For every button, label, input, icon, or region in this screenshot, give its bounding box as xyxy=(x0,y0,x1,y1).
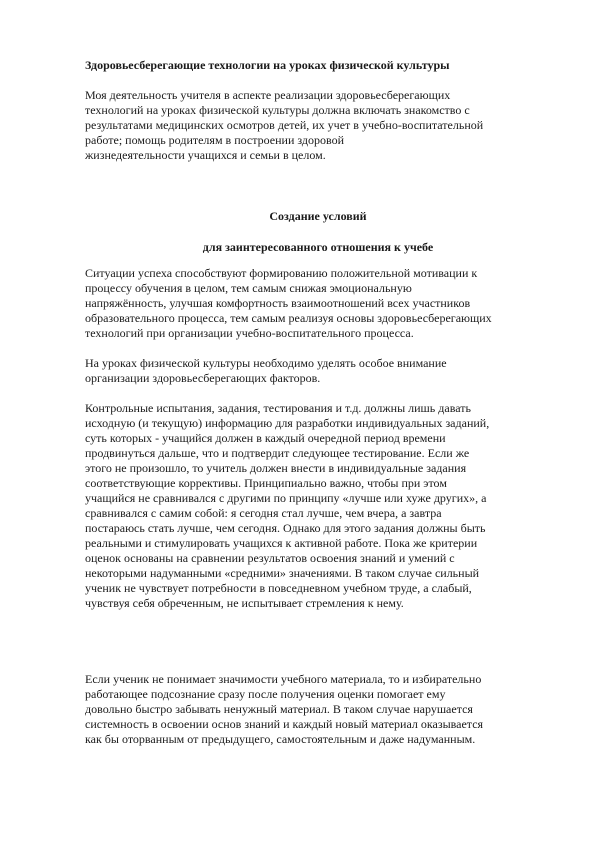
paragraph-line: этого не произошло, то учитель должен внести в индивидуальные задания xyxy=(85,461,467,475)
paragraph-line: учащийся не сравнивался с другими по принципу «лучше или хуже других», а xyxy=(85,491,487,505)
paragraph-line: соответствующие коррективы. Принципиально важно, чтобы при этом xyxy=(85,476,447,490)
paragraph-line: образовательного процесса, тем самым реализуя основы здоровьесберегающих xyxy=(85,311,492,325)
paragraph-line: Ситуации успеха способствуют формированию положительной мотивации к xyxy=(85,266,478,280)
section-subheading: для заинтересованного отношения к учебе xyxy=(202,240,434,254)
intro-line: жизнедеятельности учащихся и семьи в целом. xyxy=(85,148,326,162)
paragraph-line: На уроках физической культуры необходимо уделять особое внимание xyxy=(85,356,447,370)
paragraph-line: ученик не чувствует потребности в повседневном учебном труде, а слабый, xyxy=(85,581,472,595)
paragraph-line: системность в освоении основ знаний и каждый новый материал оказывается xyxy=(85,717,484,731)
paragraph-line: Контрольные испытания, задания, тестирования и т.д. должны лишь давать xyxy=(85,401,471,415)
paragraph-line: исходную (и текущую) информацию для разработки индивидуальных заданий, xyxy=(85,416,490,430)
intro-line: технологий на уроках физической культуры должна включать знакомство с xyxy=(85,103,470,117)
paragraph-line: работающее подсознание сразу после получения оценки помогает ему xyxy=(85,687,446,701)
paragraph-line: продвинуться дальше, что и подтвердит следующее тестирование. Если же xyxy=(85,446,470,460)
paragraph-line: реальными и стимулировать учащихся к активной работе. Пока же критерии xyxy=(85,536,478,550)
paragraph-line: напряжённость, улучшая комфортность взаимоотношений всех участников xyxy=(85,296,471,310)
section-heading: Создание условий xyxy=(269,209,367,223)
paragraph-line: чувствуя себя обреченным, не испытывает стремления к нему. xyxy=(85,596,404,610)
paragraph-line: технологий при организации учебно-воспитательного процесса. xyxy=(85,326,414,340)
paragraph-line: довольно быстро забывать ненужный материал. В таком случае нарушается xyxy=(85,702,473,716)
intro-line: работе; помощь родителям в построении здоровой xyxy=(85,133,345,147)
paragraph-line: организации здоровьесберегающих факторов. xyxy=(85,371,321,385)
paragraph-line: суть которых - учащийся должен в каждый очередной период времени xyxy=(85,431,446,445)
paragraph-line: как бы оторванным от предыдущего, самостоятельным и даже надуманным. xyxy=(85,732,476,746)
document-title: Здоровьесберегающие технологии на уроках физической культуры xyxy=(85,58,450,72)
paragraph-line: некоторыми надуманными «средними» значениями. В таком случае сильный xyxy=(85,566,480,580)
paragraph-line: постараюсь стать лучше, чем сегодня. Однако для этого задания должны быть xyxy=(85,521,486,535)
paragraph-line: процессу обучения в целом, тем самым снижая эмоциональную xyxy=(85,281,412,295)
paragraph-line: Если ученик не понимает значимости учебного материала, то и избирательно xyxy=(85,672,482,686)
intro-line: результатами медицинских осмотров детей, их учет в учебно-воспитательной xyxy=(85,118,484,132)
paragraph-line: оценок основаны на сравнении результатов освоения знаний и умений с xyxy=(85,551,455,565)
paragraph-line: сравнивался с самим собой: я сегодня стал лучше, чем вчера, а завтра xyxy=(85,506,442,520)
intro-line: Моя деятельность учителя в аспекте реализации здоровьесберегающих xyxy=(85,88,451,102)
